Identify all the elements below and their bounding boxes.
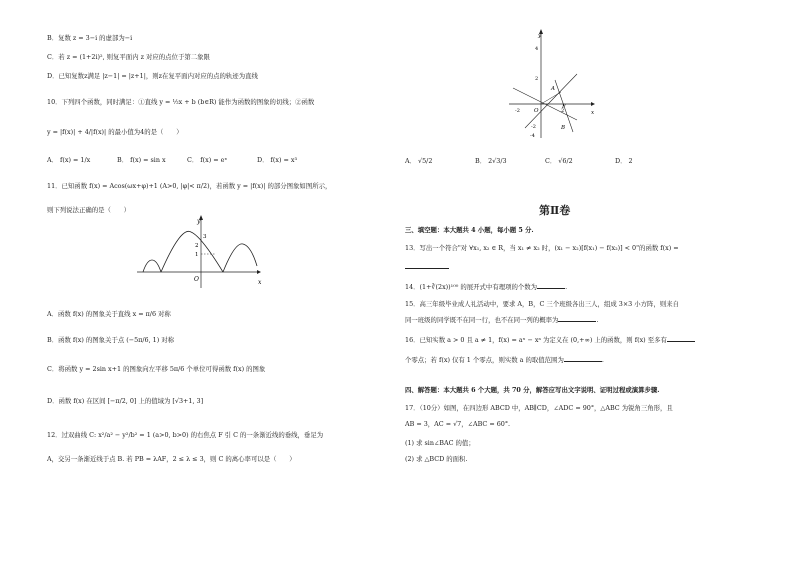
answer-section-header: 四、解答题：本大题共 6 个大题，共 70 分，解答应写出文字说明、证明过程或演算步骤.	[405, 386, 660, 394]
q11-label-y: y	[197, 218, 201, 225]
q12-label-o: O	[534, 108, 539, 114]
q12-stem: 12．过双曲线 C: x²/a² − y²/b² = 1 (a>0, b>0) 的右焦点 F 引 C 的一条渐近线的垂线，垂足为	[47, 431, 324, 439]
q11-tick-3: 3	[203, 234, 207, 240]
q11-label-x: x	[258, 279, 262, 286]
q14-blank[interactable]	[537, 282, 565, 289]
q12-label-x: x	[591, 110, 595, 116]
q11-tick-1: 1	[195, 252, 199, 258]
q15-row-2: 同一班级的同学既不在同一行，也不在同一列的概率为 .	[405, 316, 599, 324]
q12-stem-2: A，交另一条渐近线于点 B. 若 PB = λAF，2 ≤ λ ≤ 3，则 C 的离心率可以是（ ）	[47, 455, 296, 463]
q16-row-1	[405, 335, 695, 344]
q12-option-c: C． √6/2	[545, 157, 573, 165]
q12-x-arrow	[591, 102, 595, 106]
q12-xtick-neg2: -2	[515, 108, 520, 114]
q17-part-1: (1) 求 sin∠BAC 的值；	[405, 439, 475, 447]
q10-stem: 10．下列四个函数，同时满足：①直线 y = ½x + b (b∈R) 能作为函数的图象的切线；②函数	[47, 98, 315, 106]
q16-stem-2: 个零点；若 f(x) 仅有 1 个零点，则实数 a 的取值范围为	[405, 356, 564, 364]
q12-option-b: B． 2√3/3	[475, 157, 507, 165]
q11-label-o: O	[194, 276, 199, 283]
q11-tick-2: 2	[195, 243, 199, 249]
q12-asymptote-2	[525, 74, 577, 128]
q17-part-2: (2) 求 △BCD 的面积.	[405, 455, 468, 463]
q10-option-d: D． f(x) = x³	[257, 156, 298, 164]
q11-option-b: B．函数 f(x) 的图象关于点 (−5π/6, 1) 对称	[47, 336, 175, 344]
q11-stem: 11．已知函数 f(x) = Acos(ωx+φ)+1 (A>0, |φ|< π/2)，若函数 y = |f(x)| 的部分图象如图所示，	[47, 182, 332, 190]
q11-x-arrow	[257, 270, 261, 274]
q12-xtick-2: 2	[561, 108, 565, 114]
q9-option-b: B．复数 z = 3−i 的虚部为−i	[47, 34, 133, 42]
q17-stem-2: AB = 3，AC = √7，∠ABC = 60°.	[405, 420, 511, 428]
q12-option-d: D． 2	[615, 157, 633, 165]
q15-stem: 15．高三年级毕业成人礼活动中，要求 A，B，C 三个班级各出三人，组成 3×3 小方阵，则来自	[405, 300, 680, 308]
q11-curve-1	[143, 260, 161, 272]
q11-curve-2	[161, 231, 223, 272]
q10-option-a: A． f(x) = 1/x	[47, 156, 91, 164]
q16-blank-1[interactable]	[667, 335, 695, 342]
q11-option-d: D．函数 f(x) 在区间 [−π/2, 0] 上的值域为 [√3+1, 3]	[47, 397, 204, 405]
q11-curve-3	[223, 244, 257, 272]
q12-option-a: A． √5/2	[405, 157, 433, 165]
q15-stem-2: 同一班级的同学既不在同一行，也不在同一列的概率为	[405, 316, 559, 324]
q11-stem-2: 则下列说法正确的是（ ）	[47, 206, 131, 214]
q9-option-d: D．已知复数z满足 |z−1| = |z+1|，则z在复平面内对应的点的轨迹为直线	[47, 72, 258, 80]
q16-row-2: 个零点；若 f(x) 仅有 1 个零点，则实数 a 的取值范围为 .	[405, 356, 604, 364]
q12-graph	[505, 28, 597, 140]
q13-blank[interactable]	[405, 262, 449, 269]
fill-in-header: 三、填空题：本大题共 4 小题，每小题 5 分.	[405, 226, 534, 234]
q15-blank[interactable]	[558, 315, 596, 322]
q10-stem-2: y = |f(x)| + 4/|f(x)| 的最小值为4的是（ ）	[47, 128, 183, 136]
q10-option-b: B． f(x) = sin x	[117, 156, 166, 164]
q12-label-y: y	[538, 33, 542, 39]
section-title: 第Ⅱ卷	[539, 204, 571, 217]
q12-ytick-2: 2	[535, 76, 539, 82]
q12-ytick-neg2: -2	[531, 124, 536, 130]
q11-option-a: A．函数 f(x) 的图象关于直线 x = π/6 对称	[47, 310, 171, 318]
q17-stem: 17．（10分）如图，在四边形 ABCD 中，AB∥CD，∠ADC = 90°，△ABC 为锐角三角形，且	[405, 404, 673, 412]
q9-option-c: C．若 z = (1+2i)², 则复平面内 z 对应的点位于第二象限	[47, 53, 210, 61]
q16-blank-2[interactable]	[564, 355, 602, 362]
q12-segment	[541, 92, 561, 104]
q12-ytick-4: 4	[535, 46, 539, 52]
q12-point-b: B	[561, 125, 566, 131]
q10-option-c: C． f(x) = eˣ	[187, 156, 228, 164]
q12-ytick-neg4: -4	[530, 133, 535, 139]
q14-row: 14．(1+∛(2x))¹⁰⁰ 的展开式中有理项的个数为 .	[405, 283, 568, 291]
q11-graph	[135, 214, 265, 290]
q14-stem: 14．(1+∛(2x))¹⁰⁰ 的展开式中有理项的个数为	[405, 283, 538, 291]
q13-stem: 13．写出一个符合"对 ∀x₁, x₂ ∈ R，当 x₁ ≠ x₂ 时，(x₁ − x₂)[f(x₁) − f(x₂)] < 0"的函数 f(x) =	[405, 244, 679, 252]
q12-point-a: A	[551, 86, 555, 92]
q12-point-f: F	[562, 104, 566, 110]
q11-option-c: C．将函数 y = 2sin x+1 的图象向左平移 5π/6 个单位可得函数 f(x) 的图象	[47, 365, 266, 373]
q16-stem: 16．已知实数 a > 0 且 a ≠ 1，f(x) = aˣ − xᵃ 为定义在 (0,+∞) 上的函数，则 f(x) 至多有	[405, 336, 667, 344]
q13-answer-row	[405, 262, 449, 271]
